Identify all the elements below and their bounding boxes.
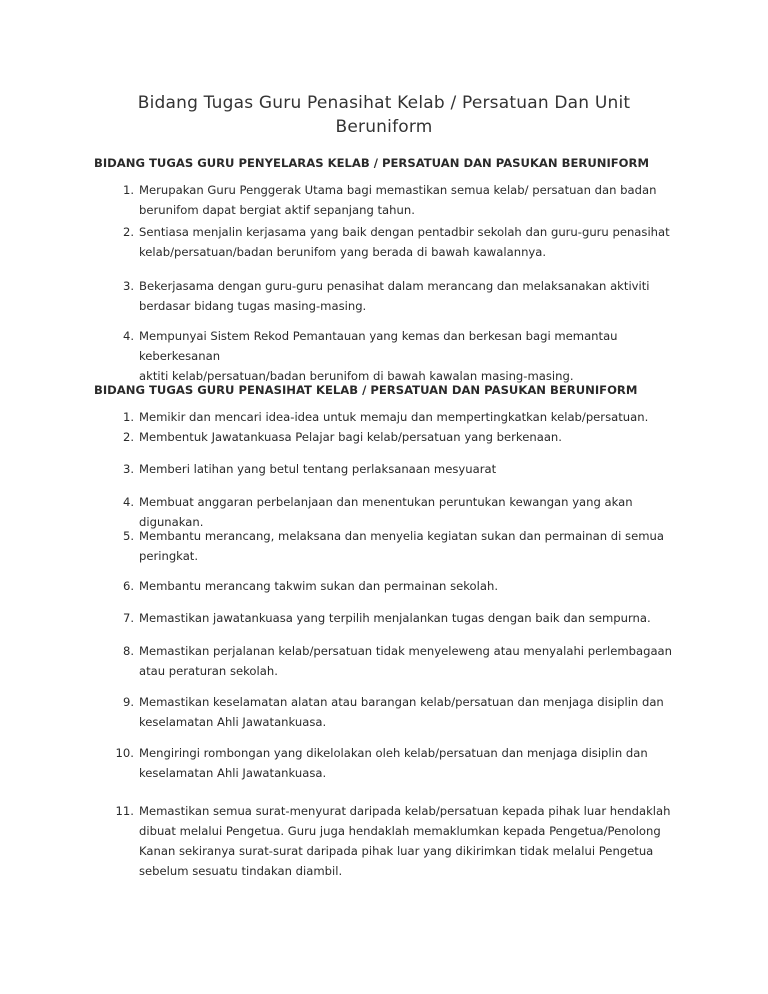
list-item-text bbox=[139, 526, 684, 566]
list-item-number: 10. bbox=[115, 746, 134, 760]
list-item-line: keselamatan Ahli Jawatankuasa. bbox=[139, 766, 327, 780]
list-item-line: Mempunyai Sistem Rekod Pemantauan yang kemas dan berkesan bagi memantau keberkesanan bbox=[139, 329, 618, 363]
list-item-text bbox=[139, 801, 684, 881]
list-item-line: Sentiasa menjalin kerjasama yang baik dengan pentadbir sekolah dan guru-guru penasihat bbox=[139, 225, 670, 239]
list-item-text bbox=[139, 692, 684, 732]
list-item-line: sebelum sesuatu tindakan diambil. bbox=[139, 864, 343, 878]
list-item-line: Memastikan semua surat-menyurat daripada kelab/persatuan kepada pihak luar hendaklah bbox=[139, 804, 671, 818]
list-item-line: Memikir dan mencari idea-idea untuk memaju dan mempertingkatkan kelab/persatuan. bbox=[139, 410, 649, 424]
list-item-line: Mengiringi rombongan yang dikelolakan oleh kelab/persatuan dan menjaga disiplin dan bbox=[139, 746, 648, 760]
list-item-line: Memastikan perjalanan kelab/persatuan tidak menyeleweng atau menyalahi perlembagaan bbox=[139, 644, 673, 658]
list-item-line: Membuat anggaran perbelanjaan dan menentukan peruntukan kewangan yang akan digunakan. bbox=[139, 495, 633, 529]
list-item-line: kelab/persatuan/badan berunifom yang berada di bawah kawalannya. bbox=[139, 245, 547, 259]
list-item-number: 1. bbox=[122, 410, 134, 424]
list-item-number: 9. bbox=[122, 695, 134, 709]
list-item-text bbox=[139, 743, 684, 783]
list-item-text bbox=[139, 641, 684, 681]
list-item-number: 2. bbox=[122, 430, 134, 444]
title-line-1: Bidang Tugas Guru Penasihat Kelab / Persatuan Dan Unit bbox=[137, 93, 631, 113]
list-item-number: 4. bbox=[122, 329, 134, 343]
list-item-line: Membantu merancang takwim sukan dan permainan sekolah. bbox=[139, 579, 499, 593]
section-heading-penasihat: BIDANG TUGAS GURU PENASIHAT KELAB / PERSATUAN DAN PASUKAN BERUNIFORM bbox=[94, 383, 638, 397]
list-item-number: 3. bbox=[122, 279, 134, 293]
list-item-text bbox=[139, 222, 684, 262]
list-item-text bbox=[139, 407, 684, 427]
list-item-line: Bekerjasama dengan guru-guru penasihat dalam merancang dan melaksanakan aktiviti bbox=[139, 279, 650, 293]
list-item-line: berdasar bidang tugas masing-masing. bbox=[139, 299, 367, 313]
section-heading-penyelaras: BIDANG TUGAS GURU PENYELARAS KELAB / PERSATUAN DAN PASUKAN BERUNIFORM bbox=[94, 156, 649, 170]
list-item-text bbox=[139, 180, 684, 220]
list-item-number: 11. bbox=[115, 804, 134, 818]
list-item-line: Memastikan jawatankuasa yang terpilih menjalankan tugas dengan baik dan sempurna. bbox=[139, 611, 651, 625]
list-item-text bbox=[139, 427, 684, 447]
list-item-number: 2. bbox=[122, 225, 134, 239]
list-item-text bbox=[139, 459, 684, 479]
list-item-number: 3. bbox=[122, 462, 134, 476]
list-item-line: keselamatan Ahli Jawatankuasa. bbox=[139, 715, 327, 729]
list-item-line: Membantu merancang, melaksana dan menyelia kegiatan sukan dan permainan di semua bbox=[139, 529, 664, 543]
list-item-number: 1. bbox=[122, 183, 134, 197]
list-item-number: 6. bbox=[122, 579, 134, 593]
list-item-number: 8. bbox=[122, 644, 134, 658]
document-title bbox=[94, 91, 674, 139]
list-item-text bbox=[139, 608, 684, 628]
list-item-line: Merupakan Guru Penggerak Utama bagi memastikan semua kelab/ persatuan dan badan bbox=[139, 183, 657, 197]
list-item-line: Membentuk Jawatankuasa Pelajar bagi kelab/persatuan yang berkenaan. bbox=[139, 430, 562, 444]
list-item-line: aktiti kelab/persatuan/badan berunifom di bawah kawalan masing-masing. bbox=[139, 369, 574, 383]
list-item-line: berunifom dapat bergiat aktif sepanjang tahun. bbox=[139, 203, 415, 217]
list-item-number: 5. bbox=[122, 529, 134, 543]
list-item-text bbox=[139, 276, 684, 316]
list-item-text bbox=[139, 326, 684, 386]
list-item-line: atau peraturan sekolah. bbox=[139, 664, 278, 678]
list-item-text bbox=[139, 576, 684, 596]
list-item-line: dibuat melalui Pengetua. Guru juga hendaklah memaklumkan kepada Pengetua/Penolong bbox=[139, 824, 661, 838]
list-item-number: 4. bbox=[122, 495, 134, 509]
list-item-line: Memberi latihan yang betul tentang perlaksanaan mesyuarat bbox=[139, 462, 497, 476]
list-item-line: peringkat. bbox=[139, 549, 199, 563]
list-item-line: Kanan sekiranya surat-surat daripada pihak luar yang dikirimkan tidak melalui Pengetua bbox=[139, 844, 654, 858]
title-line-2: Beruniform bbox=[335, 117, 433, 137]
list-item-line: Memastikan keselamatan alatan atau barangan kelab/persatuan dan menjaga disiplin dan bbox=[139, 695, 664, 709]
list-item-number: 7. bbox=[122, 611, 134, 625]
